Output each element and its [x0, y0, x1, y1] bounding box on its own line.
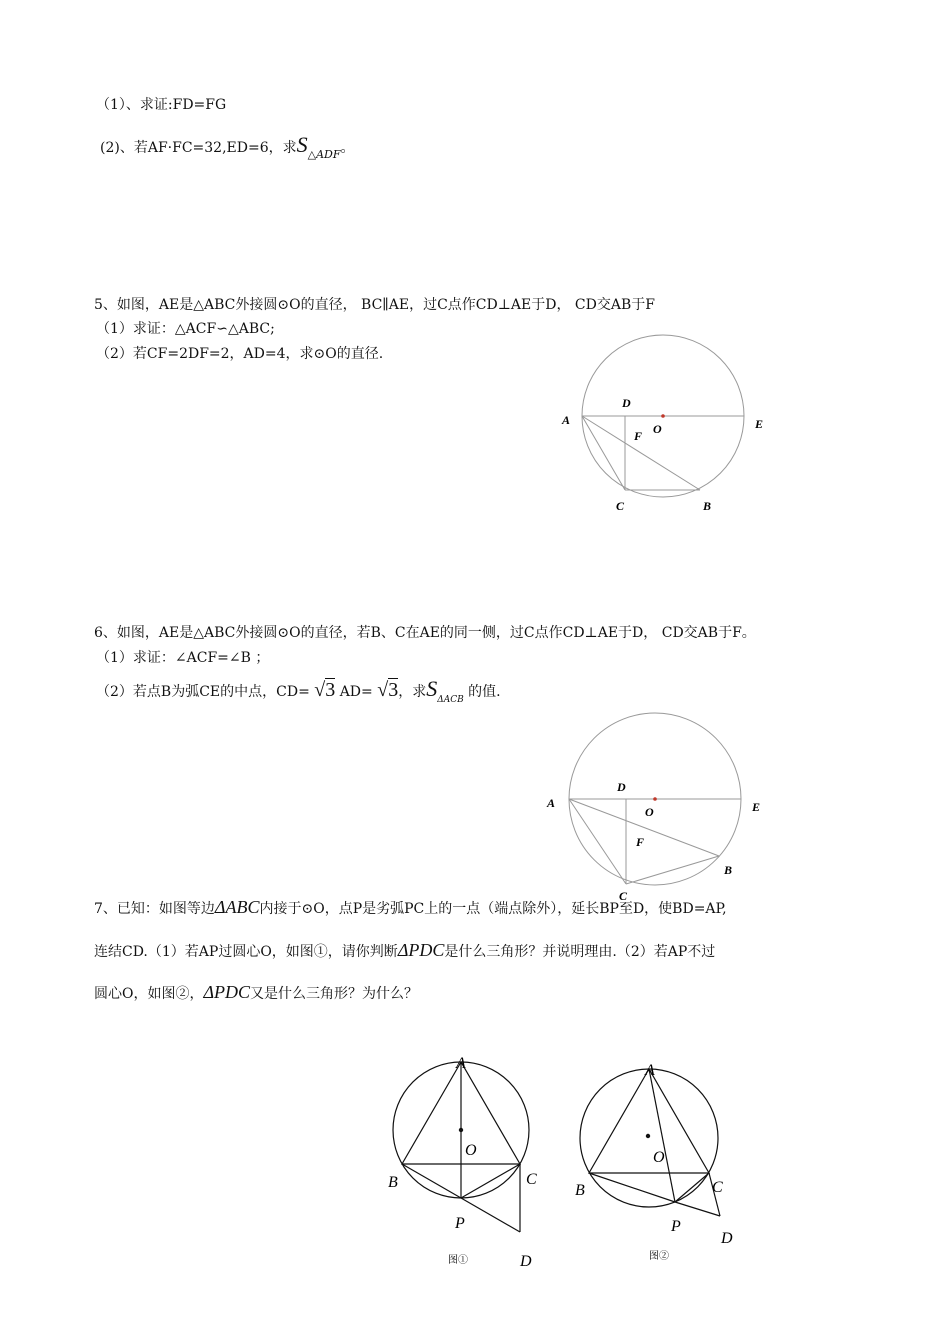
q7-tri-pdc2: ΔPDC	[203, 982, 251, 1002]
q4-part2-suffix: 。	[340, 140, 355, 156]
q6-part2-mid: AD=	[339, 684, 373, 700]
q4-area-sub: △ADF	[307, 148, 341, 161]
q5-label-b: B	[703, 499, 712, 513]
q6-part2	[96, 676, 501, 705]
q5-label-e: E	[755, 417, 764, 431]
q7-fig1-center-dot	[459, 1128, 463, 1132]
q6-part2-ask: ，求	[398, 684, 427, 700]
q5-stem: 5、如图，AE是△ABC外接圆⊙O的直径， BC∥AE，过C点作CD⊥AE于D， CD交AB于F	[94, 297, 655, 313]
q5-figure	[550, 330, 780, 520]
q6-radical-sign-1: √	[314, 679, 326, 701]
q4-area-symbol: S	[296, 132, 308, 157]
q7-fig2-segment-bp	[589, 1173, 675, 1202]
q7-fig2-label-c: C	[712, 1179, 723, 1196]
q7-fig2-label-o: O	[653, 1149, 665, 1166]
q7-fig1-segment-cp	[461, 1164, 520, 1198]
q7-tri-abc: ΔABC	[214, 897, 260, 917]
q6-label-f: F	[636, 835, 645, 849]
q7-fig1-label-b: B	[388, 1174, 398, 1191]
q6-label-c: C	[619, 889, 628, 903]
q6-center-dot	[653, 797, 657, 801]
q7-fig1-label-d: D	[520, 1253, 532, 1270]
q6-sqrt-1	[314, 681, 335, 699]
q6-segment-ac	[569, 799, 626, 884]
q6-part2-suffix: 的值.	[468, 684, 501, 700]
q6-sqrt-value-1: 3	[325, 679, 336, 701]
q7-fig2-circle	[580, 1069, 718, 1207]
q5-label-o: O	[653, 422, 662, 436]
q7-line1-prefix: 7、已知：如图等边	[94, 901, 215, 917]
q7-line1	[94, 898, 727, 918]
q6-label-o: O	[645, 805, 654, 819]
q7-fig2-label-b: B	[575, 1182, 585, 1199]
q5-label-c: C	[616, 499, 625, 513]
q5-segment-ac	[582, 416, 625, 490]
q5-label-a: A	[562, 413, 571, 427]
q6-figure	[535, 710, 775, 903]
q7-fig2-caption: 图②	[649, 1251, 669, 1262]
q5-part1: （1）求证：△ACF∽△ABC;	[96, 321, 275, 337]
q4-part1: （1）、求证:FD=FG	[96, 97, 227, 113]
q7-fig1-segment-bp	[402, 1164, 461, 1198]
q7-fig2-segment-cp	[675, 1173, 709, 1202]
q7-fig2-center-dot	[646, 1134, 650, 1138]
q7-fig1-segment-pd	[461, 1198, 520, 1232]
q6-radical-sign-2: √	[377, 679, 389, 701]
q4-part2-prefix: (2)、若AF·FC=32,ED=6，求	[100, 140, 297, 156]
q5-label-f: F	[634, 429, 643, 443]
q7-fig2-segment-ap	[649, 1069, 675, 1202]
q6-sqrt-value-2: 3	[388, 679, 399, 701]
q5-segment-ab	[582, 416, 700, 490]
q7-fig1-label-o: O	[465, 1142, 477, 1159]
q6-label-d: D	[617, 780, 626, 794]
q6-label-b: B	[724, 863, 733, 877]
q4-part2	[100, 132, 355, 161]
q7-fig1-label-c: C	[526, 1171, 537, 1188]
q6-label-a: A	[547, 796, 556, 810]
q7-line3	[94, 983, 418, 1003]
q5-label-d: D	[622, 396, 631, 410]
q7-fig2-segment-pd	[675, 1202, 720, 1216]
q7-fig2-label-a: A	[645, 1062, 655, 1079]
q6-label-e: E	[752, 800, 761, 814]
q7-fig2-label-p: P	[671, 1218, 681, 1235]
q7-line2-prefix: 连结CD.（1）若AP过圆心O，如图①，请你判断	[94, 944, 398, 960]
q6-part1: （1）求证：∠ACF=∠B ；	[96, 650, 270, 666]
q7-fig2-triangle-abc	[589, 1069, 709, 1173]
q7-line2	[94, 941, 715, 961]
q6-sqrt-2	[377, 681, 398, 699]
q7-line3-prefix: 圆心O，如图②，	[94, 986, 204, 1002]
q7-fig1-label-a: A	[456, 1055, 466, 1072]
q7-fig1-label-p: P	[455, 1215, 465, 1232]
q7-fig1-caption: 图①	[448, 1255, 468, 1266]
q7-figure-2	[565, 1055, 755, 1262]
q6-area-sub: ΔACB	[437, 695, 464, 705]
q6-area-symbol: S	[426, 676, 438, 701]
q7-line2-suffix: 是什么三角形？并说明理由.（2）若AP不过	[444, 944, 716, 960]
q7-line3-suffix: 又是什么三角形？为什么？	[250, 986, 419, 1002]
q6-segment-bc	[626, 856, 719, 884]
q7-figure-1	[380, 1050, 560, 1275]
q5-part2: （2）若CF=2DF=2，AD=4，求⊙O的直径.	[96, 346, 384, 362]
q5-center-dot	[661, 414, 665, 418]
q6-stem: 6、如图，AE是△ABC外接圆⊙O的直径，若B、C在AE的同一侧，过C点作CD⊥AE于D， CD交AB于F。	[94, 625, 756, 641]
q7-tri-pdc: ΔPDC	[397, 940, 445, 960]
q7-fig2-label-d: D	[721, 1230, 733, 1247]
q6-part2-prefix: （2）若点B为弧CE的中点，CD=	[96, 684, 310, 700]
q7-line1-suffix: 内接于⊙O，点P是劣弧PC上的一点（端点除外），延长BP至D，使BD=AP,	[259, 901, 727, 917]
